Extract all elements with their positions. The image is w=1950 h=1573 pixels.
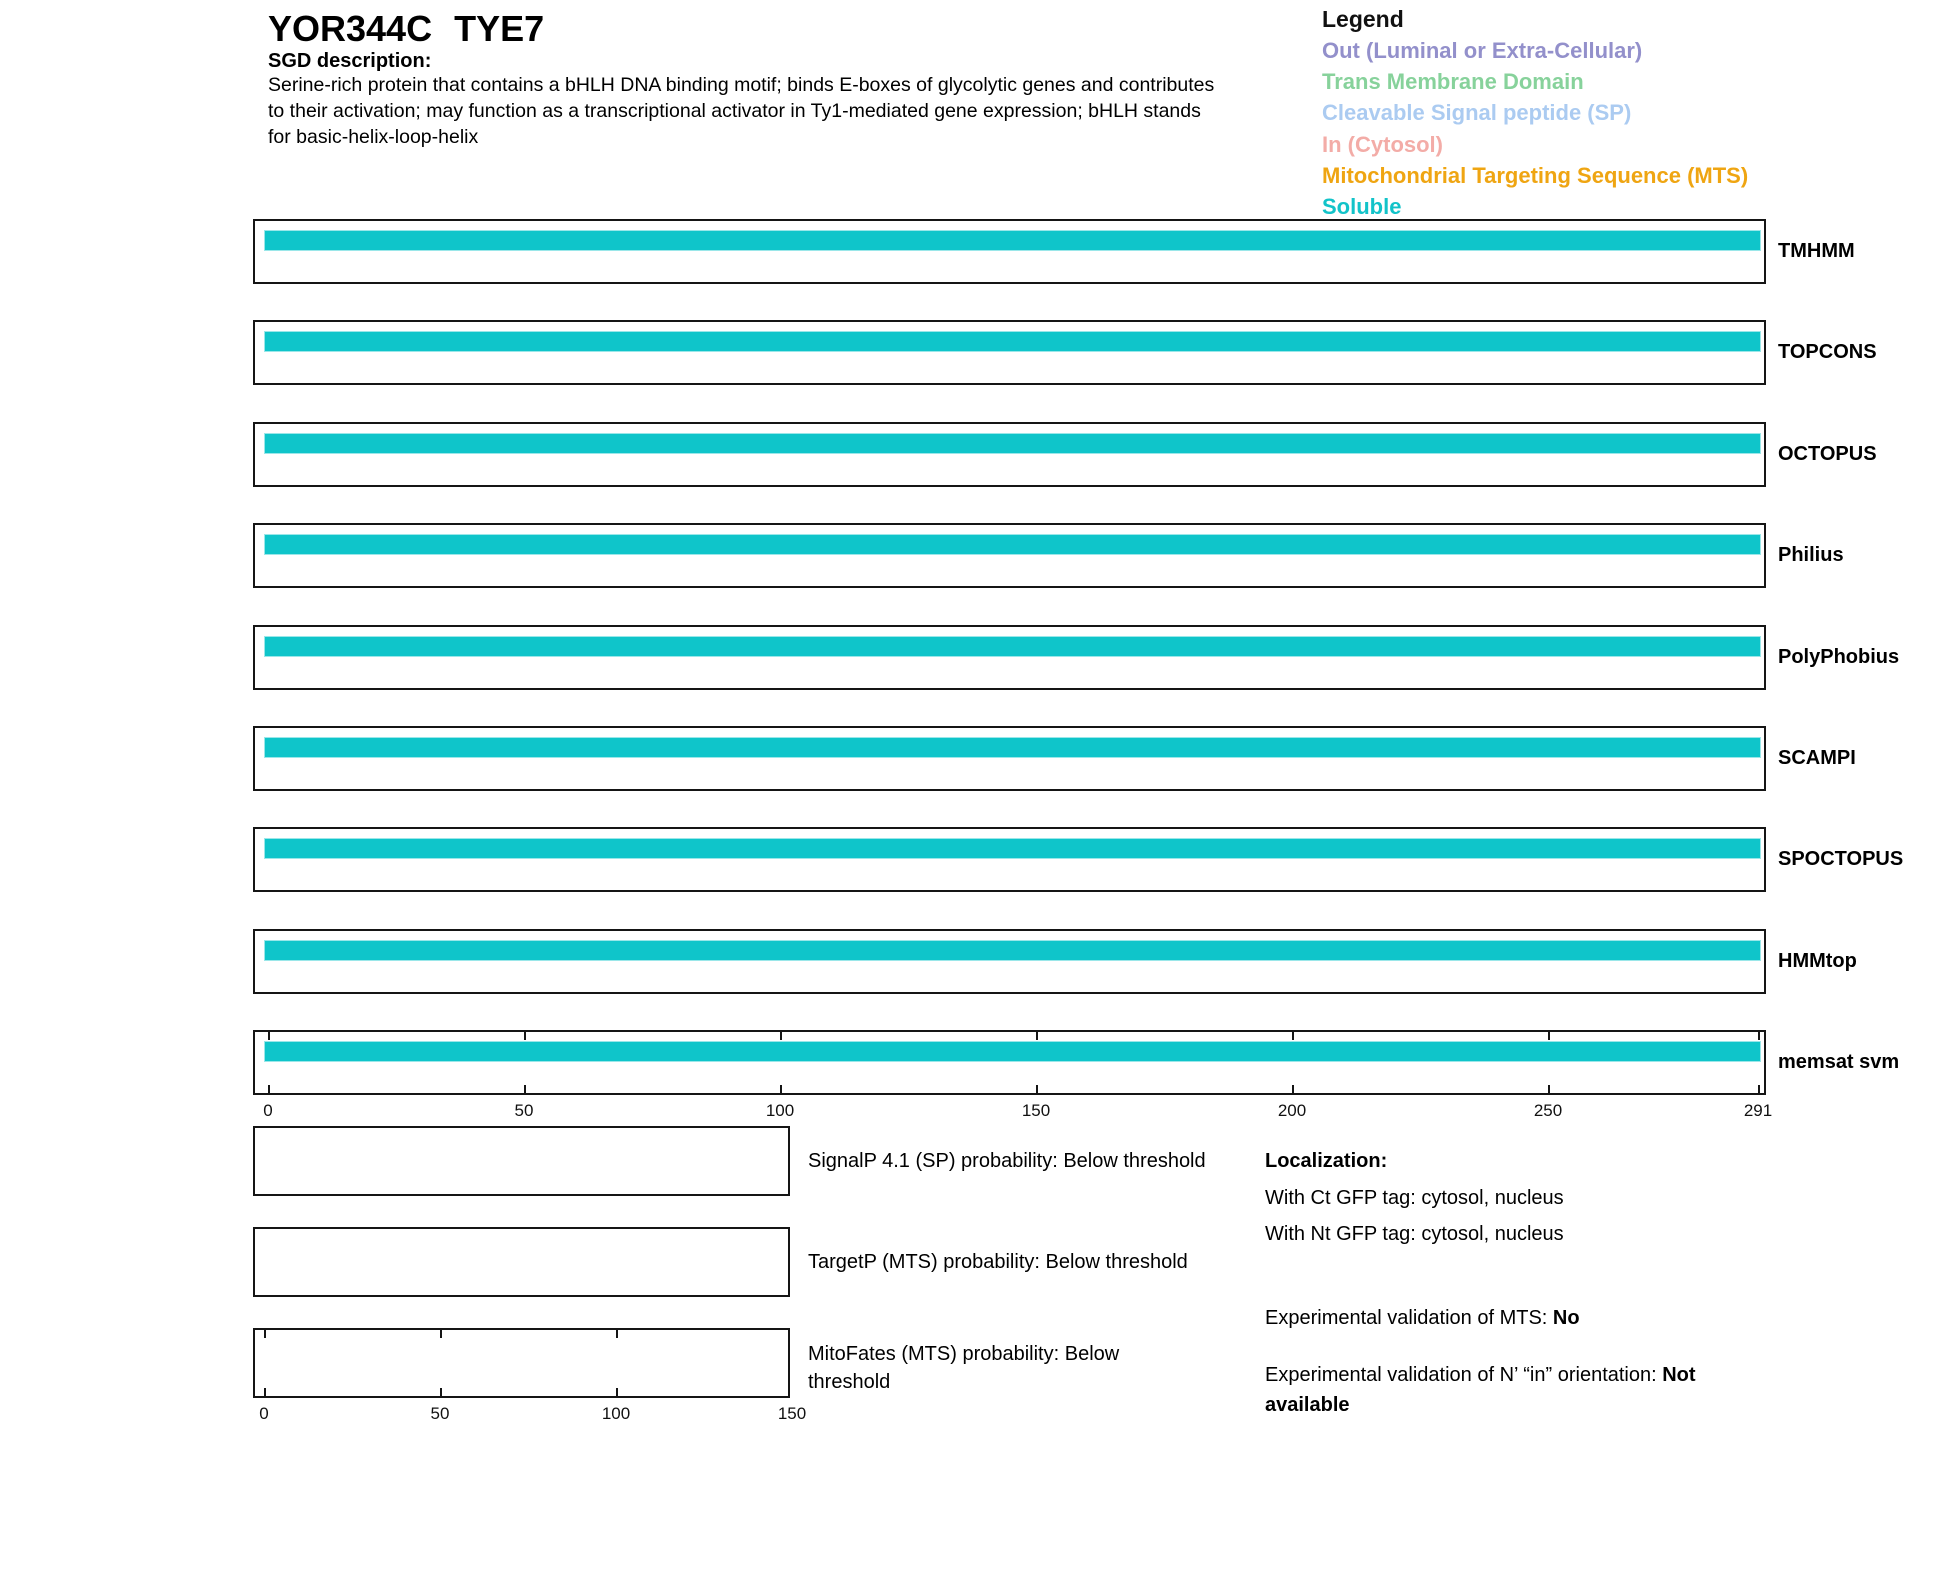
orientation-validation	[1265, 1360, 1755, 1420]
mts-validation-label: Experimental validation of MTS:	[1265, 1307, 1553, 1329]
track-box-memsat-svm	[253, 1030, 1766, 1095]
axis-tick	[524, 1032, 526, 1040]
sgd-description-line: to their activation; may function as a transcriptional activator in Ty1-mediated gene expression; bHLH stands	[268, 100, 1201, 122]
axis-tick	[780, 1085, 782, 1093]
track-label-hmmtop: HMMtop	[1778, 950, 1857, 972]
track-box-polyphobius	[253, 625, 1766, 690]
axis-tick	[616, 1330, 618, 1338]
axis-tick	[1292, 1032, 1294, 1040]
targetp-plot-box	[253, 1227, 790, 1297]
sequence-axis-tick-label: 200	[1277, 1101, 1307, 1120]
soluble-bar	[264, 230, 1761, 251]
mts-validation-value: No	[1552, 1307, 1580, 1329]
soluble-bar	[264, 636, 1761, 657]
axis-tick	[1036, 1032, 1038, 1040]
sgd-description-line: for basic-helix-loop-helix	[268, 126, 479, 148]
axis-tick	[1758, 1085, 1760, 1093]
track-label-polyphobius: PolyPhobius	[1778, 646, 1900, 668]
axis-tick	[1548, 1085, 1550, 1093]
track-label-topcons: TOPCONS	[1778, 341, 1877, 363]
orientation-validation-value: Not available	[1265, 1364, 1696, 1416]
sgd-description-line: Serine-rich protein that contains a bHLH DNA binding motif; binds E-boxes of glycolytic genes and contributes	[268, 74, 1215, 96]
soluble-bar	[264, 838, 1761, 859]
legend	[1322, 4, 1748, 222]
track-box-scampi	[253, 726, 1766, 791]
axis-tick	[1758, 1032, 1760, 1040]
axis-tick	[524, 1085, 526, 1093]
axis-tick	[440, 1388, 442, 1396]
axis-tick	[780, 1032, 782, 1040]
axis-tick	[616, 1388, 618, 1396]
axis-tick	[264, 1388, 266, 1396]
axis-tick	[440, 1330, 442, 1338]
sequence-axis-tick-label: 50	[514, 1101, 534, 1120]
mitofates-axis-tick-label: 100	[601, 1404, 631, 1423]
track-label-octopus: OCTOPUS	[1778, 443, 1877, 465]
sequence-axis-tick-label: 100	[765, 1101, 795, 1120]
axis-tick	[1292, 1085, 1294, 1093]
legend-item-cleavable-signal-peptide-sp-: Cleavable Signal peptide (SP)	[1322, 100, 1632, 126]
legend-item-soluble: Soluble	[1322, 194, 1402, 220]
mitofates-plot-box	[253, 1328, 790, 1398]
sequence-axis-tick-label: 250	[1533, 1101, 1563, 1120]
signalp-plot-label: SignalP 4.1 (SP) probability: Below threshold	[808, 1150, 1206, 1172]
axis-tick	[1036, 1085, 1038, 1093]
track-label-scampi: SCAMPI	[1778, 747, 1856, 769]
sequence-axis-tick-label: 291	[1743, 1101, 1773, 1120]
legend-item-out-luminal-or-extra-cellular-: Out (Luminal or Extra-Cellular)	[1322, 38, 1643, 63]
mitofates-axis-tick-label: 0	[259, 1404, 269, 1423]
track-label-spoctopus: SPOCTOPUS	[1778, 848, 1904, 870]
gene-name: TYE7	[454, 8, 545, 49]
track-label-tmhmm: TMHMM	[1778, 240, 1855, 262]
mitofates-plot-label: threshold	[808, 1371, 891, 1393]
axis-tick	[264, 1330, 266, 1338]
localization-ct-gfp: With Ct GFP tag: cytosol, nucleus	[1265, 1187, 1564, 1209]
legend-item-trans-membrane-domain: Trans Membrane Domain	[1322, 69, 1584, 95]
mitofates-axis-tick-label: 150	[777, 1404, 807, 1423]
track-box-philius	[253, 523, 1766, 588]
track-box-octopus	[253, 422, 1766, 487]
localization-nt-gfp: With Nt GFP tag: cytosol, nucleus	[1265, 1223, 1564, 1245]
locus-name: YOR344C	[268, 8, 433, 49]
localization-title: Localization:	[1265, 1150, 1388, 1172]
soluble-bar	[264, 737, 1761, 758]
legend-item-mitochondrial-targeting-sequence-mts-: Mitochondrial Targeting Sequence (MTS)	[1322, 162, 1749, 188]
axis-tick	[268, 1085, 270, 1093]
mts-validation	[1265, 1303, 1580, 1333]
soluble-bar	[264, 534, 1761, 555]
mitofates-axis-tick-label: 50	[430, 1404, 450, 1423]
track-box-spoctopus	[253, 827, 1766, 892]
mitofates-plot-label: MitoFates (MTS) probability: Below	[808, 1343, 1120, 1365]
signalp-plot-box	[253, 1126, 790, 1196]
sequence-axis-tick-label: 150	[1021, 1101, 1051, 1120]
sgd-description-text	[268, 72, 1214, 150]
track-box-topcons	[253, 320, 1766, 385]
track-label-memsat-svm: memsat svm	[1778, 1051, 1900, 1073]
sequence-axis-tick-label: 0	[263, 1101, 273, 1120]
sgd-description-label: SGD description:	[268, 50, 432, 72]
track-box-hmmtop	[253, 929, 1766, 994]
legend-item-in-cytosol-: In (Cytosol)	[1322, 131, 1443, 157]
track-box-tmhmm	[253, 219, 1766, 284]
soluble-bar	[264, 433, 1761, 454]
soluble-bar	[264, 331, 1761, 352]
targetp-plot-label: TargetP (MTS) probability: Below threshold	[808, 1251, 1188, 1273]
soluble-bar	[264, 940, 1761, 961]
axis-tick	[268, 1032, 270, 1040]
axis-tick	[1548, 1032, 1550, 1040]
track-label-philius: Philius	[1778, 544, 1844, 566]
soluble-bar	[264, 1041, 1761, 1062]
orientation-validation-label: Experimental validation of N’ “in” orientation:	[1265, 1364, 1663, 1386]
page-title	[268, 8, 544, 50]
legend-title: Legend	[1322, 6, 1404, 32]
